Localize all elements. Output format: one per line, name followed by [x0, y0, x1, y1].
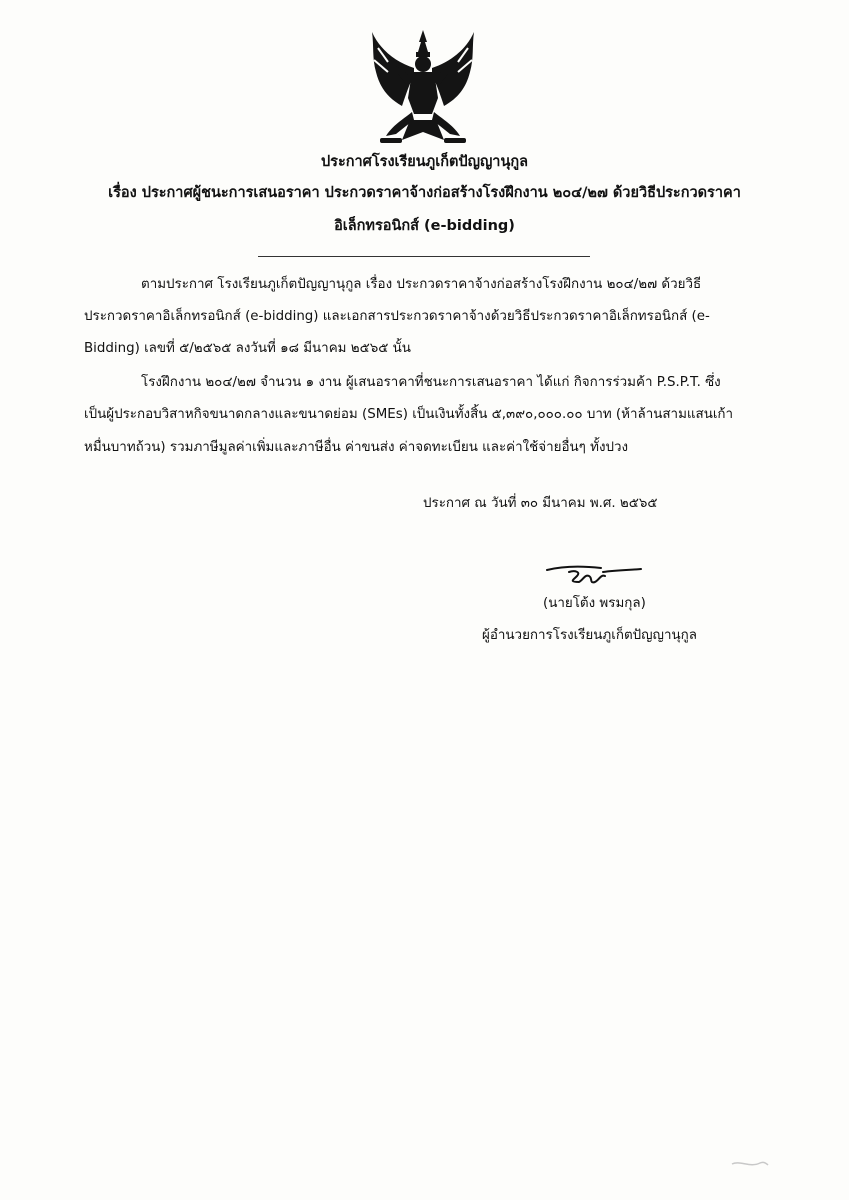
garuda-emblem-icon: [366, 28, 480, 146]
scan-smudge: [730, 1158, 770, 1170]
paragraph-1-line-1: ตามประกาศ โรงเรียนภูเก็ตปัญญานุกูล เรื่อง ประกวดราคาจ้างก่อสร้างโรงฝึกงาน ๒๐๔/๒๗ ด้วยวิธี: [141, 277, 702, 292]
subject-line-2: อิเล็กทรอนิกส์ (e-bidding): [334, 218, 515, 234]
paragraph-1-line-2: ประกวดราคาอิเล็กทรอนิกส์ (e-bidding) และเอกสารประกวดราคาจ้างด้วยวิธีประกวดราคาอิเล็กทรอนิกส์ (e-: [84, 309, 710, 324]
paragraph-2-line-1: โรงฝึกงาน ๒๐๔/๒๗ จำนวน ๑ งาน ผู้เสนอราคาที่ชนะการเสนอราคา ได้แก่ กิจการร่วมค้า P.S.P.T. ซึ่ง: [141, 375, 721, 390]
paragraph-2-line-2: เป็นผู้ประกอบวิสาหกิจขนาดกลางและขนาดย่อม (SMEs) เป็นเงินทั้งสิ้น ๕,๓๙๐,๐๐๐.๐๐ บาท (ห้าล้านสามแสนเก้า: [84, 407, 734, 422]
signer-position: ผู้อำนวยการโรงเรียนภูเก็ตปัญญานุกูล: [482, 628, 697, 643]
announce-date: ประกาศ ณ วันที่ ๓๐ มีนาคม พ.ศ. ๒๕๖๕: [423, 496, 658, 511]
subject-line-1: เรื่อง ประกาศผู้ชนะการเสนอราคา ประกวดราคาจ้างก่อสร้างโรงฝึกงาน ๒๐๔/๒๗ ด้วยวิธีประกวดราคา: [108, 185, 741, 201]
announcement-title: ประกาศโรงเรียนภูเก็ตปัญญานุกูล: [320, 154, 529, 170]
paragraph-2-line-3: หมื่นบาทถ้วน) รวมภาษีมูลค่าเพิ่มและภาษีอื่น ค่าขนส่ง ค่าจดทะเบียน และค่าใช้จ่ายอื่นๆ ทั้งปวง: [84, 440, 629, 455]
title-divider: [258, 256, 590, 257]
signer-name: (นายโต้ง พรมกุล): [543, 596, 646, 611]
handwritten-signature: [543, 560, 643, 590]
paragraph-1-line-3: Bidding) เลขที่ ๕/๒๕๖๕ ลงวันที่ ๑๘ มีนาคม ๒๕๖๕ นั้น: [84, 341, 411, 356]
